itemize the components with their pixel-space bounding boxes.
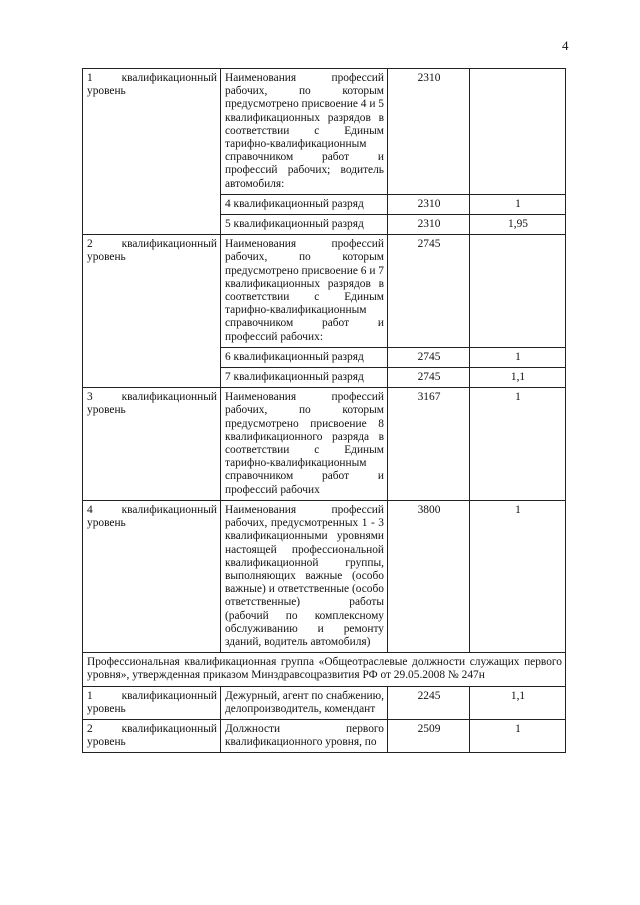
grade-name: 4 квалификационный разряд — [221, 194, 388, 214]
level-cell — [83, 388, 221, 501]
level-cell — [83, 686, 221, 719]
coefficient-value: 1 — [470, 500, 566, 652]
profession-description: Должности первого квалификационного уровня, по — [221, 719, 388, 752]
salary-value: 2310 — [388, 215, 470, 235]
profession-description: Наименования профессий рабочих, по которым предусмотрено присвоение 6 и 7 квалификационных разрядов в соответствии с Единым тарифно-квалификационным справочником работ и профессий рабочих: — [221, 235, 388, 348]
level-tail: уровень — [87, 517, 126, 530]
salary-value: 3167 — [388, 388, 470, 501]
profession-description: Дежурный, агент по снабжению, делопроизводитель, комендант — [221, 686, 388, 719]
level-cell — [83, 500, 221, 652]
level-number: 2 — [87, 722, 93, 735]
profession-description: Наименования профессий рабочих, по которым предусмотрено присвоение 8 квалификационного разряда в соответствии с Единым тарифно-квалификационным справочником работ и профессий рабочих — [221, 388, 388, 501]
level-tail: уровень — [87, 85, 126, 98]
table-row — [83, 500, 566, 652]
level-tail: уровень — [87, 736, 126, 749]
level-word: квалификационный — [121, 689, 217, 702]
salary-value: 2509 — [388, 719, 470, 752]
salary-value: 2310 — [388, 194, 470, 214]
group-header: Профессиональная квалификационная группа «Общеотраслевые должности служащих первого уровня», утвержденная приказом Минздравсоцразвития РФ от 29.05.2008 № 247н — [83, 653, 566, 686]
salary-value: 2745 — [388, 368, 470, 388]
salary-value: 2245 — [388, 686, 470, 719]
coefficient-value: 1,1 — [470, 686, 566, 719]
page-number: 4 — [562, 38, 569, 53]
level-word: квалификационный — [121, 722, 217, 735]
coefficient-value: 1 — [470, 388, 566, 501]
level-word: квалификационный — [121, 72, 217, 84]
level-cell — [83, 719, 221, 752]
level-word: квалификационный — [121, 391, 217, 404]
profession-description: Наименования профессий рабочих, по которым предусмотрено присвоение 4 и 5 квалификационных разрядов в соответствии с Единым тарифно-квалификационным справочником работ и профессий рабочих; водитель автомобиля: — [221, 69, 388, 195]
salary-value: 3800 — [388, 500, 470, 652]
level-tail: уровень — [87, 404, 126, 417]
level-cell — [83, 235, 221, 388]
level-number: 2 — [87, 238, 93, 251]
grade-name: 7 квалификационный разряд — [221, 368, 388, 388]
level-number: 3 — [87, 391, 93, 404]
profession-description: Наименования профессий рабочих, предусмотренных 1 - 3 квалификационными уровнями настоящей профессиональной квалификационной группы, выполняющих важные (особо важные) и ответственные (особо ответственные) работы (рабочий по комплексному обслуживанию и ремонту зданий, водитель автомобиля) — [221, 500, 388, 652]
grade-name: 5 квалификационный разряд — [221, 215, 388, 235]
level-tail: уровень — [87, 702, 126, 715]
table-row — [83, 719, 566, 752]
coefficient-value: 1,95 — [470, 215, 566, 235]
level-number: 1 — [87, 72, 93, 84]
salary-value: 2310 — [388, 69, 470, 195]
group-header-row — [83, 653, 566, 686]
level-word: квалификационный — [121, 503, 217, 516]
coefficient-value — [470, 235, 566, 348]
level-cell — [83, 69, 221, 235]
coefficient-value: 1 — [470, 719, 566, 752]
table-row — [83, 69, 566, 195]
table-row — [83, 235, 566, 348]
coefficient-value: 1 — [470, 347, 566, 367]
level-tail: уровень — [87, 251, 126, 264]
level-number: 4 — [87, 503, 93, 516]
coefficient-value — [470, 69, 566, 195]
salary-value: 2745 — [388, 235, 470, 348]
coefficient-value: 1 — [470, 194, 566, 214]
coefficient-value: 1,1 — [470, 368, 566, 388]
table-row — [83, 388, 566, 501]
table-row — [83, 686, 566, 719]
grade-name: 6 квалификационный разряд — [221, 347, 388, 367]
salary-table — [82, 68, 566, 753]
level-word: квалификационный — [121, 238, 217, 251]
salary-value: 2745 — [388, 347, 470, 367]
level-number: 1 — [87, 689, 93, 702]
